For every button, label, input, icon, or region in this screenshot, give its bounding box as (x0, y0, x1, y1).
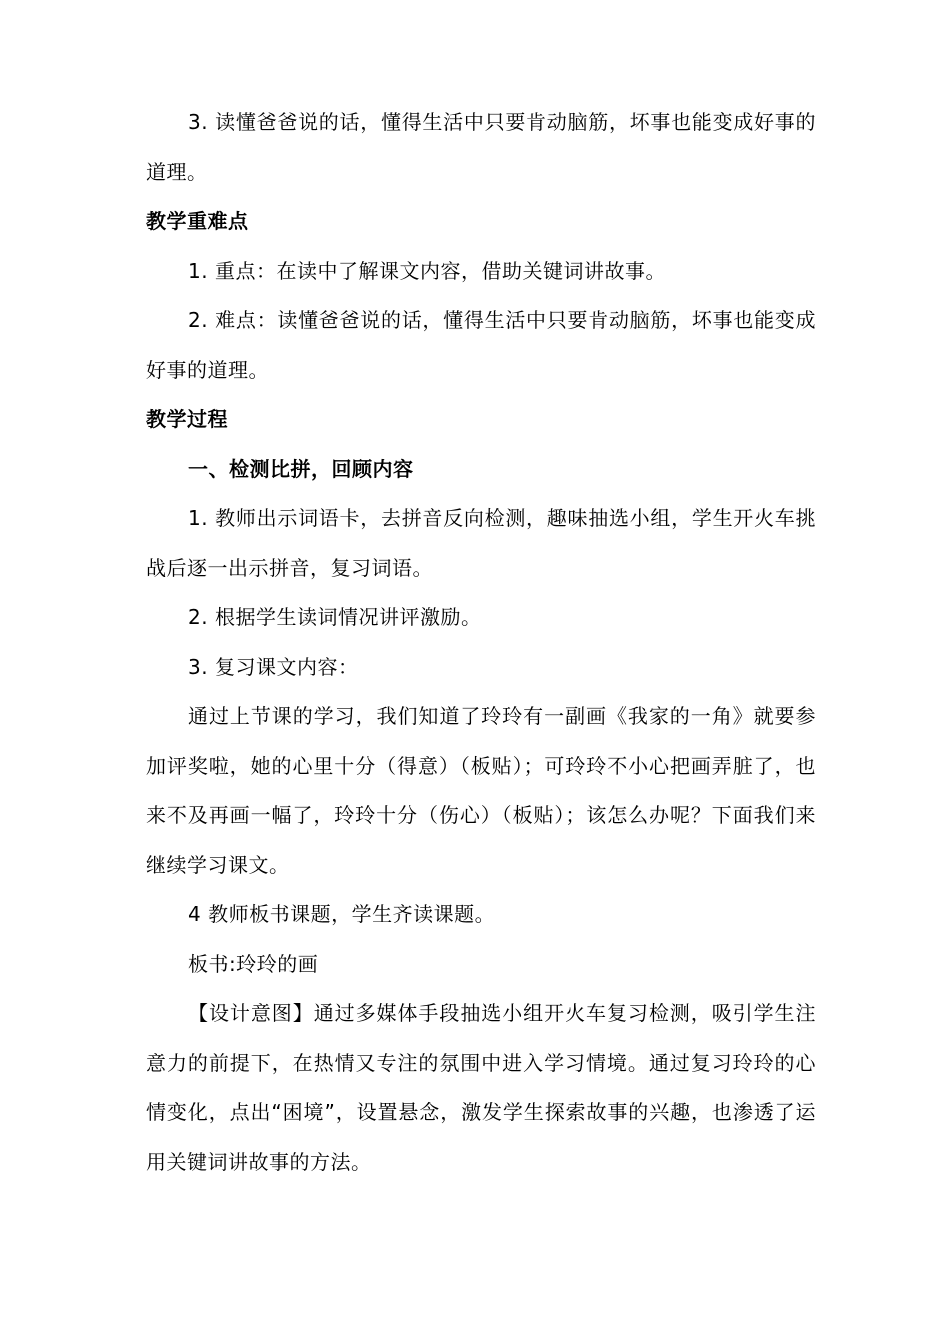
review-content-paragraph: 通过上节课的学习，我们知道了玲玲有一副画《我家的一角》就要参加评奖啦，她的心里十分（得意）（板贴）；可玲玲不小心把画弄脏了，也来不及再画一幅了，玲玲十分（伤心）（板贴）；该怎么办呢？下面我们来继续学习课文。 (146, 704, 816, 877)
step-4-paragraph: 4 教师板书课题，学生齐读课题。 (188, 902, 496, 926)
step-3-paragraph: 3. 复习课文内容： (188, 654, 359, 679)
difficulty-paragraph: 2. 难点：读懂爸爸说的话，懂得生活中只要肯动脑筋，坏事也能变成好事的道理。 (146, 308, 816, 382)
document-page (146, 98, 816, 1187)
objective-3-paragraph: 3. 读懂爸爸说的话，懂得生活中只要肯动脑筋，坏事也能变成好事的道理。 (146, 110, 816, 184)
step-1-paragraph: 1. 教师出示词语卡，去拼音反向检测，趣味抽选小组，学生开火车挑战后逐一出示拼音，复习词语。 (146, 506, 816, 580)
design-intent-paragraph: 【设计意图】通过多媒体手段抽选小组开火车复习检测，吸引学生注意力的前提下，在热情又专注的氛围中进入学习情境。通过复习玲玲的心情变化，点出“困境”，设置悬念，激发学生探索故事的兴趣，也渗透了运用关键词讲故事的方法。 (146, 1001, 816, 1174)
teaching-process-heading: 教学过程 (146, 407, 228, 431)
section-1-heading: 一、检测比拼，回顾内容 (188, 456, 414, 481)
key-point-paragraph: 1. 重点：在读中了解课文内容，借助关键词讲故事。 (188, 258, 666, 283)
blackboard-title-paragraph: 板书:玲玲的画 (188, 951, 319, 976)
key-difficulties-heading: 教学重难点 (146, 209, 249, 233)
step-2-paragraph: 2. 根据学生读词情况讲评激励。 (188, 605, 482, 629)
